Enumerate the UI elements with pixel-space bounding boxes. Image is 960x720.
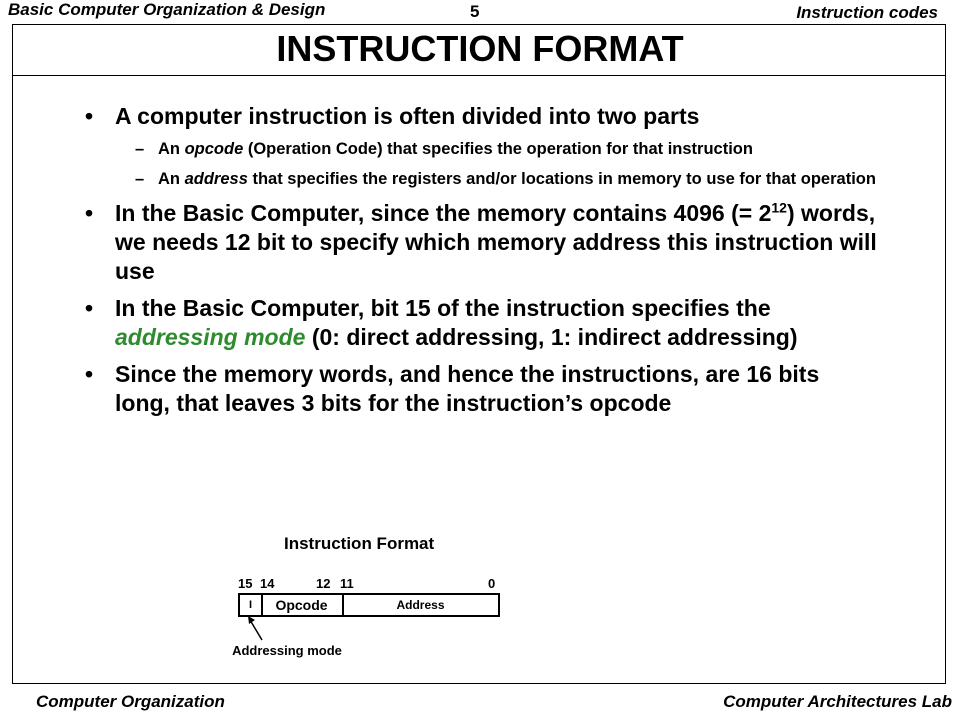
page-number: 5 [470, 2, 480, 21]
sub-bullet-dash: – [135, 170, 145, 188]
header-course-title: Basic Computer Organization & Design [8, 0, 326, 19]
figure-title: Instruction Format [284, 534, 435, 553]
bullet-text-pre: In the Basic Computer, bit 15 of the instruction specifies the [115, 295, 771, 321]
bullet-addressing-mode [80, 294, 880, 352]
header-section-title: Instruction codes [796, 3, 938, 22]
bullet-dot: • [85, 295, 94, 321]
bit-label-12: 12 [316, 576, 331, 591]
sub-bullet-dash: – [135, 140, 145, 158]
slide-title: INSTRUCTION FORMAT [276, 28, 684, 69]
sub-bullet-list [115, 139, 880, 189]
term-opcode: opcode [184, 140, 244, 158]
bit-label-15: 15 [238, 576, 253, 591]
term-addressing-mode: addressing mode [115, 324, 306, 350]
sub-text-post: that specifies the registers and/or locations in memory to use for that operation [247, 170, 876, 188]
bullet-text-pre: In the Basic Computer, since the memory contains 4096 (= 2 [115, 200, 772, 226]
title-divider [12, 75, 946, 76]
bullet-opcode-bits [80, 360, 880, 418]
bullet-text-post: ) words, we needs 12 bit to specify which memory address this instruction will use [115, 200, 877, 284]
bullet-dot: • [85, 200, 94, 226]
field-opcode: Opcode [261, 595, 344, 615]
bit-label-0: 0 [488, 576, 496, 591]
bit-label-11: 11 [340, 576, 354, 591]
bullet-memory-size [80, 199, 880, 286]
instruction-format-register [238, 593, 500, 617]
field-address: Address [396, 598, 445, 612]
bullet-instruction-parts [80, 102, 880, 189]
slide-content [80, 102, 880, 426]
bullet-dot: • [85, 361, 94, 387]
sub-bullet-address [115, 169, 880, 189]
sub-text-pre: An [158, 170, 185, 188]
bullet-text-post: (0: direct addressing, 1: indirect addressing) [305, 324, 798, 350]
term-address: address [184, 170, 248, 188]
footer-right: Computer Architectures Lab [723, 692, 952, 711]
addressing-mode-label: Addressing mode [232, 643, 342, 658]
sub-text-post: (Operation Code) that specifies the operation for that instruction [243, 140, 753, 158]
sub-text-pre: An [158, 140, 185, 158]
bullet-text: A computer instruction is often divided into two parts [115, 103, 700, 129]
footer-left: Computer Organization [36, 692, 225, 711]
bullet-dot: • [85, 103, 94, 129]
bit-label-14: 14 [260, 576, 275, 591]
pointer-arrow-icon [246, 614, 270, 644]
exponent: 12 [771, 199, 787, 216]
sub-bullet-opcode [115, 139, 880, 159]
bullet-text: Since the memory words, and hence the instructions, are 16 bits long, that leaves 3 bits for the instruction’s opcode [115, 361, 820, 416]
field-indirect-bit: I [240, 595, 263, 615]
